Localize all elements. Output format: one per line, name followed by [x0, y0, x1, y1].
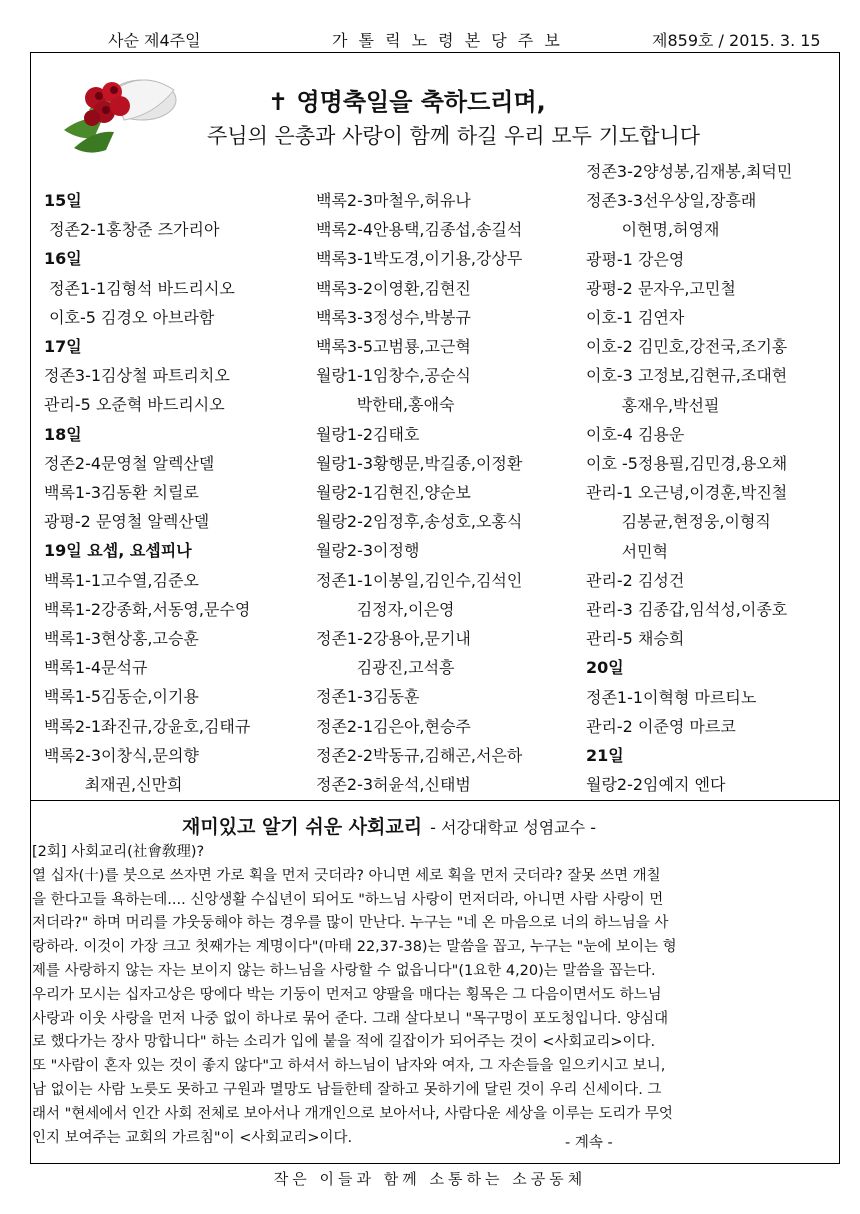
feast-date-heading: 16일 [44, 249, 82, 269]
parishioner-entry: 정존1-1김형석 바드리시오 [44, 278, 235, 298]
parishioner-entry: 정존2-3허윤석,신태범 [316, 775, 471, 794]
parishioner-entry: 정존1-3김동훈 [316, 687, 420, 707]
parishioner-entry: 백록1-5김동순,이기용 [44, 687, 199, 707]
parishioner-entry: 관리-5 오준혁 바드리시오 [44, 395, 225, 415]
parishioner-entry: 홍재우,박선필 [586, 395, 720, 415]
article-title [182, 812, 596, 839]
parishioner-entry: 월랑1-3황행문,박길종,이정환 [316, 453, 523, 473]
parishioner-entry: 정존1-2강용아,문기내 [316, 629, 471, 648]
celebration-subtitle: 주님의 은총과 사랑이 함께 하길 우리 모두 기도합니다 [207, 124, 701, 148]
feast-date-heading: 17일 [44, 337, 82, 356]
parishioner-entry: 박한태,홍애숙 [316, 395, 455, 415]
bulletin-title: 가 톨 릭 노 령 본 당 주 보 [332, 31, 563, 50]
parishioner-entry: 광평-2 문영철 알렉산델 [44, 512, 210, 532]
parishioner-entry: 최재권,신만희 [44, 775, 183, 794]
article-line: 로 했다가는 장사 망합니다" 하는 소리가 입에 붙을 적에 길잡이가 되어주는 것이 <사회교리>이다. [32, 1034, 656, 1051]
article-line: 을 한다고들 욕하는데.... 신앙생활 수십년이 되어도 "하느님 사랑이 먼저더라, 아니면 사람 사랑이 먼 [32, 891, 664, 908]
parishioner-entry: 이호-2 김민호,강전국,조기홍 [586, 337, 788, 357]
parishioner-entry: 백록2-4안용택,김종섭,송길석 [316, 220, 523, 240]
issue-date: 제859호 / 2015. 3. 15 [652, 31, 821, 50]
parishioner-entry: 백록1-4문석규 [44, 658, 148, 678]
cross-icon: ✝ [268, 88, 289, 116]
parishioner-entry: 백록1-3김동환 치릴로 [44, 483, 199, 502]
bulletin-footer: 작은 이들과 함께 소통하는 소공동체 [273, 1170, 587, 1188]
parishioner-entry: 이현명,허영재 [586, 220, 720, 240]
parishioner-entry: 관리-3 김종갑,임석성,이종호 [586, 600, 788, 619]
rose-bouquet-image [54, 60, 180, 160]
article-line: 열 십자(十)를 붓으로 쓰자면 가로 획을 먼저 긋더라? 아니면 세로 획을 먼저 긋더라? 잘못 쓰면 개칠 [32, 867, 661, 884]
article-subheading: [2회] 사회교리(社會敎理)? [32, 844, 205, 860]
parishioner-entry: 김광진,고석흥 [316, 658, 455, 678]
article-line: 우리가 모시는 십자고상은 땅에다 박는 기둥이 먼저고 양팔을 매다는 횡목은 그 다음이면서도 하느님 [32, 986, 662, 1003]
parishioner-entry: 정존2-2박동규,김해곤,서은하 [316, 745, 523, 765]
article-line: 제를 사랑하지 않는 자는 보이지 않는 하느님을 사랑할 수 없읍니다"(1요한 4,20)는 말씀을 꼽는다. [32, 963, 656, 979]
parishioner-entry: 광평-1 강은영 [586, 249, 685, 269]
liturgical-day: 사순 제4주일 [108, 31, 201, 50]
parishioner-entry: 김봉균,현정웅,이형직 [586, 512, 771, 532]
parishioner-entry: 백록3-5고범룡,고근혁 [316, 337, 471, 356]
parishioner-entry: 정존2-1홍창준 즈가리아 [44, 220, 220, 240]
bulletin-header [0, 28, 860, 52]
article-line: 래서 "현세에서 인간 사회 전체로 보아서나 개개인으로 보아서나, 사람다운 세상을 이루는 도리가 무엇 [32, 1105, 673, 1122]
parishioner-entry: 광평-2 문자우,고민철 [586, 278, 736, 298]
feast-date-heading: 15일 [44, 191, 82, 210]
parishioner-entry: 이호-4 김용운 [586, 424, 685, 444]
continued-label: - 계속 - [565, 1135, 613, 1151]
parishioner-entry: 백록3-3정성수,박봉규 [316, 307, 471, 327]
article-line: 사랑과 이웃 사랑을 먼저 나중 없이 하나로 묶어 준다. 그래 살다보니 "목구멍이 포도청입니다. 양심대 [32, 1010, 669, 1027]
parishioner-entry: 관리-2 김성건 [586, 570, 685, 590]
parishioner-entry: 월랑1-2김태호 [316, 424, 420, 444]
parishioner-entry: 월랑2-2임예지 엔다 [586, 775, 726, 795]
parishioner-entry: 관리-2 이준영 마르코 [586, 716, 736, 736]
celebration-title [268, 82, 546, 117]
article-line: 남 없이는 사람 노릇도 못하고 구원과 멸망도 남들한테 잘하고 못하기에 달린 것이 우리 신세이다. 그 [32, 1082, 662, 1098]
parishioner-entry: 월랑1-1임창수,공순식 [316, 366, 471, 386]
parishioner-entry: 정존3-1김상철 파트리치오 [44, 366, 230, 386]
section-divider [30, 800, 840, 801]
article-line: 랑하라. 이것이 가장 크고 첫째가는 계명이다"(마태 22,37-38)는 말씀을 꼽고, 누구는 "눈에 보이는 형 [32, 939, 677, 956]
parishioner-entry: 백록1-2강종화,서동영,문수영 [44, 599, 251, 619]
parishioner-entry: 백록1-3현상홍,고승훈 [44, 629, 199, 648]
parishioner-entry: 정존2-4문영철 알렉산델 [44, 453, 215, 473]
parishioner-entry: 정존1-1이봉일,김인수,김석인 [316, 570, 523, 590]
celebration-title-text: 영명축일을 축하드리며, [296, 88, 546, 116]
parishioner-entry: 김정자,이은영 [316, 599, 455, 619]
feast-date-heading: 21일 [586, 746, 624, 765]
article-line: 또 "사람이 혼자 있는 것이 좋지 않다"고 하셔서 하느님이 남자와 여자, 그 자손들을 일으키시고 보니, [32, 1058, 666, 1075]
parishioner-entry: 월랑2-2임정후,송성호,오홍식 [316, 512, 523, 532]
article-title-text: 재미있고 알기 쉬운 사회교리 [182, 816, 423, 838]
parishioner-entry: 정존1-1이혁형 마르티노 [586, 687, 757, 707]
parishioner-entry: 이호-5 김경오 아브라함 [44, 307, 215, 327]
parishioner-entry: 정존3-3선우상일,장흥래 [586, 191, 757, 211]
feast-date-heading: 20일 [586, 658, 624, 678]
feast-date-heading: 18일 [44, 424, 82, 444]
parishioner-entry: 백록1-1고수열,김준오 [44, 570, 199, 590]
parishioner-entry: 이호-3 고정보,김현규,조대현 [586, 366, 788, 386]
parishioner-entry: 백록3-1박도경,이기용,강상무 [316, 249, 523, 269]
parishioner-entry: 백록2-1좌진규,강윤호,김태규 [44, 716, 251, 736]
parishioner-entry: 백록2-3이창식,문의향 [44, 745, 199, 765]
parishioner-entry: 월랑2-1김현진,양순보 [316, 483, 471, 502]
article-line: 저더라?" 하며 머리를 갸웃둥해야 하는 경우를 많이 만난다. 누구는 "네 온 마음으로 너의 하느님을 사 [32, 915, 669, 932]
parishioner-entry: 백록3-2이영환,김현진 [316, 278, 471, 298]
parishioner-entry: 백록2-3마철우,허유나 [316, 191, 471, 210]
parishioner-entry: 관리-1 오근녕,이경훈,박진철 [586, 483, 788, 503]
parishioner-entry: 서민혁 [586, 541, 668, 561]
parishioner-entry: 월랑2-3이정행 [316, 541, 420, 561]
parishioner-entry: 관리-5 채승희 [586, 629, 685, 649]
parishioner-entry: 이호 -5정용필,김민경,용오채 [586, 454, 788, 473]
parishioner-entry: 정존2-1김은아,현승주 [316, 716, 471, 736]
feast-date-heading: 19일 요셉, 요셉피나 [44, 541, 192, 561]
article-author: - 서강대학교 성염교수 - [430, 818, 597, 837]
parishioner-entry: 정존3-2양성봉,김재봉,최덕민 [586, 162, 793, 181]
article-line: 인지 보여주는 교회의 가르침"이 <사회교리>이다. [32, 1129, 353, 1146]
parishioner-entry: 이호-1 김연자 [586, 308, 685, 327]
